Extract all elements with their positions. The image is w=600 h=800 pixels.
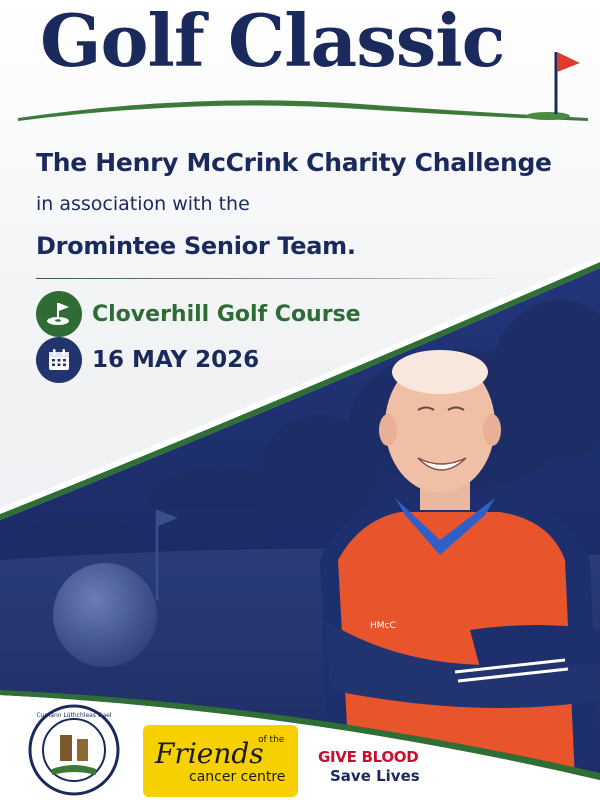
date-text: 16 MAY 2026	[92, 347, 260, 373]
save-lives-text: Save Lives	[330, 767, 420, 785]
event-association: in association with the	[36, 193, 250, 215]
give-blood-text: GIVE BLOOD	[318, 748, 419, 766]
venue-text: Cloverhill Golf Course	[92, 301, 361, 327]
shirt-logo: HMcC	[370, 621, 396, 631]
event-name: The Henry McCrink Charity Challenge	[36, 148, 552, 177]
event-team: Dromintee Senior Team.	[36, 232, 356, 260]
friends-sub-text: cancer centre	[189, 769, 286, 785]
give-blood-logo	[318, 748, 428, 788]
page-title: Golf Classic	[40, 0, 505, 83]
club-crest-logo	[22, 703, 126, 797]
friends-script-text: Friends	[155, 737, 264, 770]
friends-cancer-centre-logo	[143, 725, 298, 797]
friends-of-text: of the	[258, 735, 285, 745]
crest-text: Cumann Lúthchleas Gael	[36, 712, 112, 719]
